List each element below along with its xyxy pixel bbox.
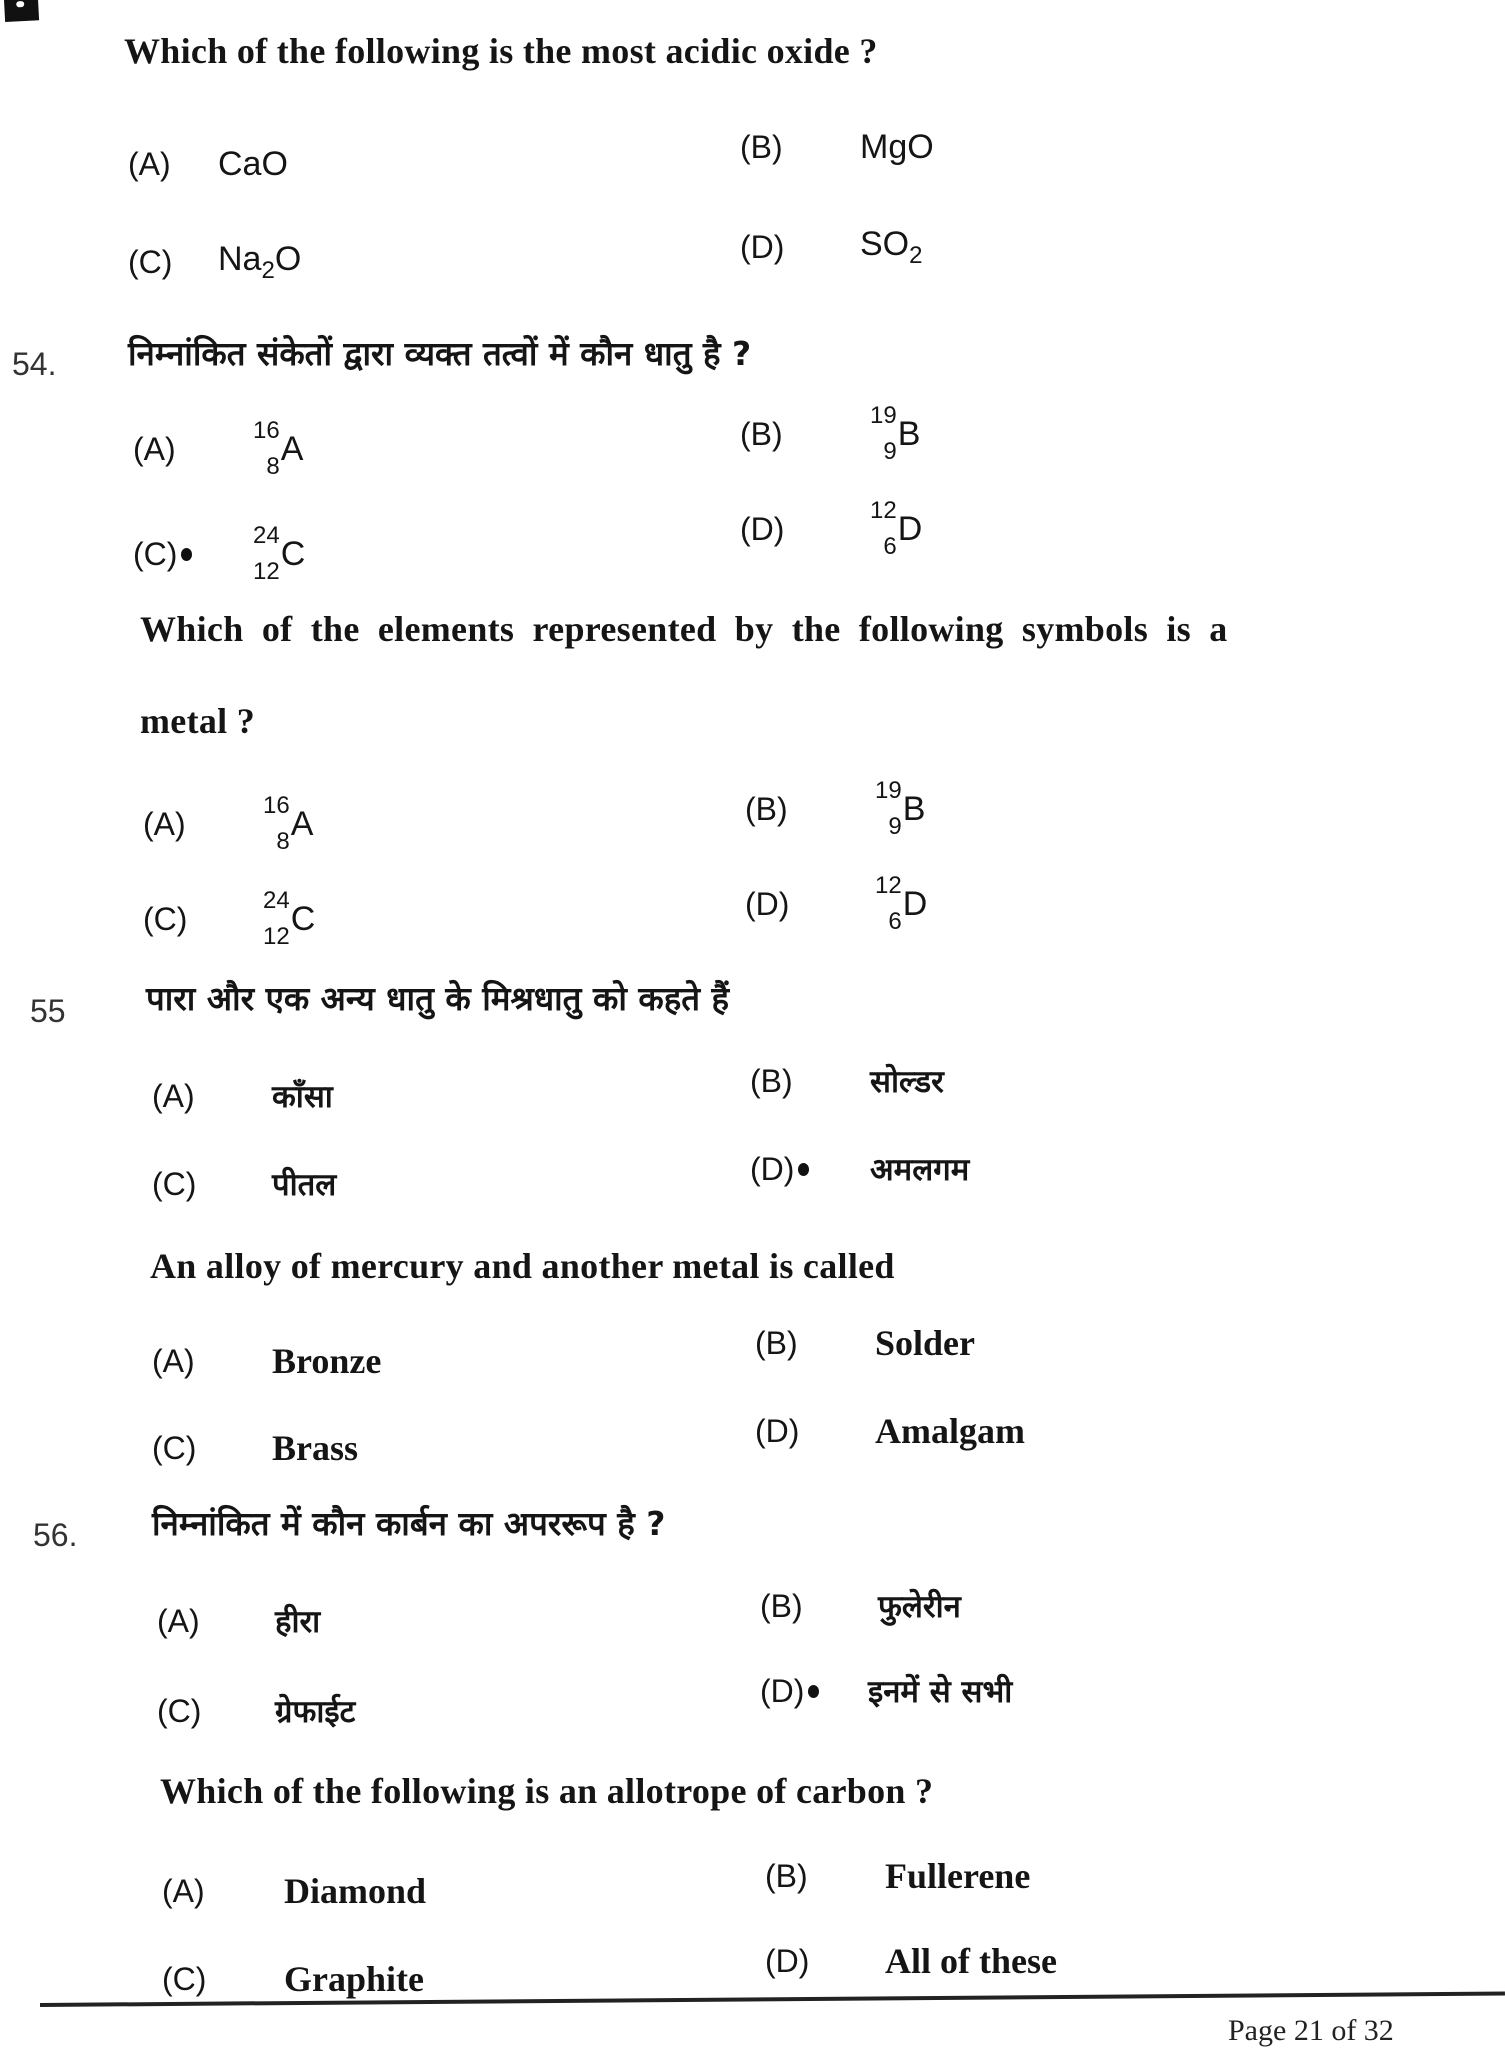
- element-symbol: B: [902, 789, 926, 828]
- element-symbol: C: [290, 899, 316, 938]
- option-label: (B): [755, 1324, 798, 1361]
- mass-number: 24: [263, 887, 290, 914]
- question-number: 55: [30, 993, 66, 1029]
- option-label: [760, 1673, 868, 1710]
- option-a[interactable]: [143, 792, 314, 855]
- question-text-english: Which of the elements represented by the following symbols is a: [140, 609, 1228, 649]
- option-value: All of these: [885, 1941, 1057, 1981]
- option-c[interactable]: [152, 1163, 336, 1205]
- option-label-text: (C): [133, 535, 178, 572]
- nuclide-symbol: [870, 402, 921, 465]
- option-label: (D): [765, 1942, 810, 1979]
- option-label: (D): [740, 228, 785, 265]
- option-label: (D): [740, 510, 785, 547]
- option-label-text: (D): [750, 1150, 795, 1187]
- option-value: Diamond: [284, 1871, 427, 1911]
- mass-number: 24: [253, 522, 280, 549]
- atomic-number: 12: [253, 558, 280, 585]
- scan-corner-mark: [4, 0, 39, 22]
- question-number: 54.: [12, 346, 57, 382]
- element-symbol: A: [280, 429, 304, 468]
- option-d[interactable]: [760, 1670, 1012, 1712]
- page-number: Page 21 of 32: [1228, 2014, 1394, 2047]
- option-d[interactable]: [740, 497, 923, 560]
- option-b[interactable]: [755, 1322, 975, 1364]
- question-text-hindi: पारा और एक अन्य धातु के मिश्रधातु को कहते हैं: [146, 979, 730, 1018]
- mass-number: 16: [253, 417, 280, 444]
- nuclide-symbol: [253, 417, 304, 480]
- option-a[interactable]: [128, 145, 288, 184]
- mass-number: 19: [875, 777, 902, 804]
- option-label: (D): [755, 1412, 800, 1449]
- nuclide-symbol: [253, 522, 306, 585]
- option-label: (C): [152, 1429, 197, 1466]
- option-c[interactable]: [152, 1427, 358, 1469]
- option-value: ग्रेफाईट: [275, 1694, 356, 1730]
- option-label: (C): [157, 1692, 202, 1729]
- nuclide-symbol: [875, 872, 928, 935]
- option-label: (A): [152, 1342, 195, 1379]
- nuclide-symbol: [263, 792, 314, 855]
- option-value: हीरा: [275, 1604, 321, 1640]
- mass-number: 12: [875, 872, 902, 899]
- option-label: (C): [128, 243, 173, 280]
- option-value: MgO: [860, 128, 934, 166]
- nuclide-symbol: [870, 497, 923, 560]
- option-c[interactable]: [133, 522, 306, 585]
- option-b[interactable]: [740, 402, 921, 465]
- option-label: (A): [133, 430, 176, 467]
- option-label: (A): [143, 805, 186, 842]
- atomic-number: 6: [883, 533, 897, 560]
- option-value: अमलगम: [870, 1152, 970, 1188]
- answer-marker-icon: [798, 1163, 809, 1176]
- option-d[interactable]: [755, 1410, 1025, 1452]
- element-symbol: D: [897, 509, 923, 548]
- formula-tail: O: [274, 240, 302, 278]
- formula-main: SO: [860, 225, 910, 263]
- nuclide-symbol: [263, 887, 316, 950]
- option-label: (B): [740, 129, 783, 165]
- option-b[interactable]: [765, 1855, 1030, 1897]
- option-b[interactable]: [750, 1060, 944, 1102]
- option-value: Fullerene: [885, 1856, 1031, 1896]
- mass-number: 16: [263, 792, 290, 819]
- mass-number: 12: [870, 497, 897, 524]
- option-b[interactable]: [740, 128, 934, 167]
- formula-main: Na: [218, 240, 262, 278]
- option-d[interactable]: [745, 872, 928, 935]
- option-b[interactable]: [745, 777, 926, 840]
- formula-subscript: 2: [261, 256, 275, 284]
- option-value: Graphite: [284, 1959, 424, 1999]
- option-a[interactable]: [152, 1340, 381, 1382]
- option-value: Bronze: [272, 1341, 382, 1381]
- option-label: (D): [745, 885, 790, 922]
- option-value: इनमें से सभी: [868, 1674, 1013, 1710]
- atomic-number: 12: [263, 923, 290, 950]
- option-c[interactable]: [128, 240, 301, 285]
- option-label: (B): [740, 415, 783, 452]
- element-symbol: B: [897, 414, 921, 453]
- option-label: [133, 536, 253, 573]
- atomic-number: 9: [883, 438, 897, 465]
- option-a[interactable]: [152, 1075, 333, 1117]
- option-value: [218, 240, 301, 285]
- option-value: Solder: [875, 1323, 976, 1363]
- option-label: [750, 1151, 870, 1188]
- option-c[interactable]: [143, 887, 316, 950]
- option-c[interactable]: [157, 1690, 355, 1732]
- element-symbol: D: [902, 884, 928, 923]
- question-text-acidic-oxide: Which of the following is the most acidic oxide ?: [124, 31, 878, 71]
- option-label: (C): [162, 1960, 207, 1997]
- option-value: [860, 225, 922, 270]
- element-symbol: A: [290, 804, 314, 843]
- option-value: CaO: [218, 145, 288, 183]
- option-d[interactable]: [765, 1940, 1057, 1982]
- option-label-text: (D): [760, 1672, 805, 1709]
- option-b[interactable]: [760, 1585, 961, 1627]
- option-d[interactable]: [740, 225, 922, 270]
- option-value: Amalgam: [875, 1411, 1025, 1451]
- option-a[interactable]: [162, 1870, 426, 1912]
- option-label: (B): [760, 1587, 803, 1624]
- question-text-english: An alloy of mercury and another metal is called: [150, 1246, 895, 1286]
- mass-number: 19: [870, 402, 897, 429]
- option-value: सोल्डर: [870, 1064, 944, 1100]
- question-number: 56.: [33, 1517, 78, 1553]
- option-label: (A): [152, 1077, 195, 1114]
- option-label: (C): [143, 900, 188, 937]
- option-label: (A): [128, 146, 171, 182]
- nuclide-symbol: [875, 777, 926, 840]
- formula-subscript: 2: [909, 241, 923, 269]
- option-label: (C): [152, 1165, 197, 1202]
- answer-marker-icon: [181, 548, 192, 561]
- option-value: Brass: [272, 1428, 359, 1468]
- question-text-hindi: निम्नांकित संकेतों द्वारा व्यक्त तत्वों में कौन धातु है ?: [128, 334, 752, 373]
- element-symbol: C: [280, 534, 306, 573]
- option-a[interactable]: [157, 1600, 320, 1642]
- question-text-hindi: निम्नांकित में कौन कार्बन का अपररूप है ?: [152, 1504, 666, 1543]
- option-a[interactable]: [133, 417, 304, 480]
- option-value: पीतल: [272, 1167, 337, 1203]
- option-d[interactable]: [750, 1148, 969, 1190]
- option-label: (A): [162, 1872, 205, 1909]
- atomic-number: 6: [888, 908, 902, 935]
- answer-marker-icon: [808, 1685, 819, 1698]
- atomic-number: 9: [888, 813, 902, 840]
- atomic-number: 8: [276, 828, 290, 855]
- option-c[interactable]: [162, 1958, 424, 2000]
- atomic-number: 8: [266, 453, 280, 480]
- option-value: काँसा: [272, 1079, 333, 1115]
- option-label: (B): [745, 790, 788, 827]
- option-label: (B): [750, 1062, 793, 1099]
- option-label: (A): [157, 1602, 200, 1639]
- option-label: (B): [765, 1857, 808, 1894]
- question-text-english: Which of the following is an allotrope of carbon ?: [160, 1771, 934, 1811]
- question-text-english-cont: metal ?: [140, 701, 256, 741]
- option-value: फुलेरीन: [878, 1589, 961, 1625]
